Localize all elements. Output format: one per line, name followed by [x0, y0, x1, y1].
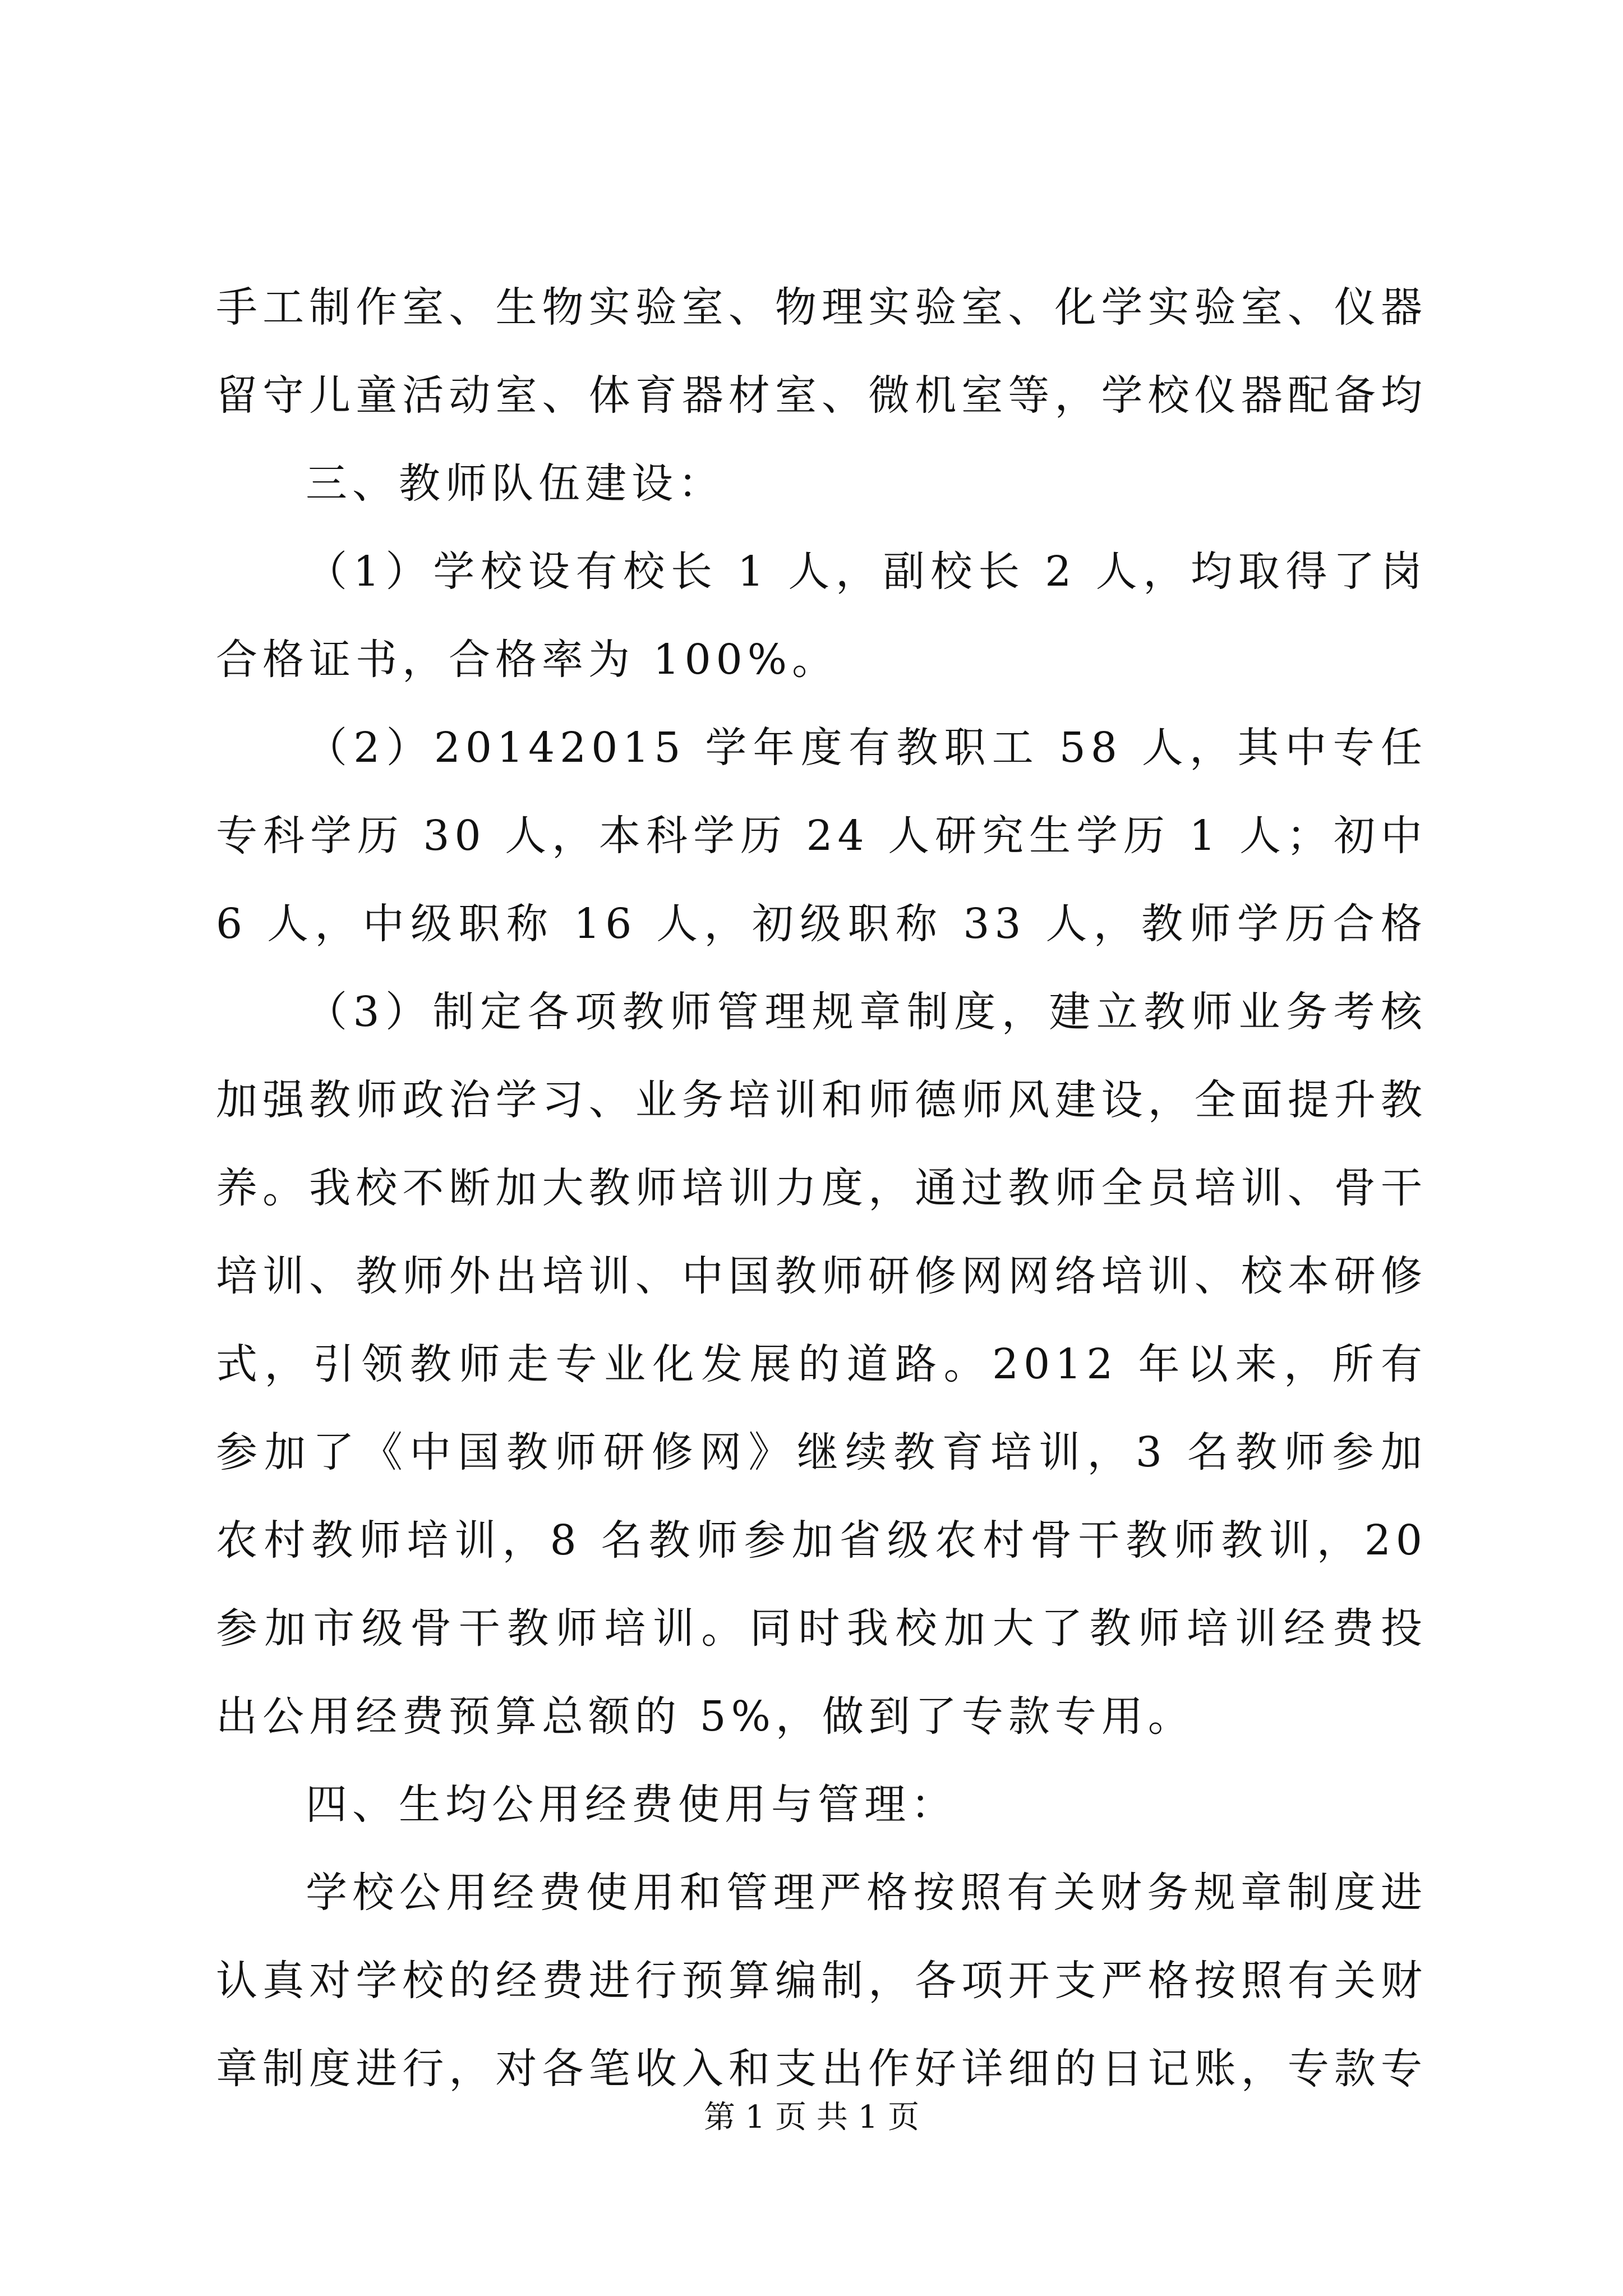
document-body: [216, 264, 1427, 2113]
paragraph-line: 认真对学校的经费进行预算编制，各项开支严格按照有关财: [216, 1957, 1427, 2005]
paragraph-line: 手工制作室、生物实验室、物理实验室、化学实验室、仪器: [216, 283, 1427, 332]
paragraph-line: 出公用经费预算总额的 5%，做到了专款专用。: [216, 1692, 1195, 1741]
paragraph-line: 专科学历 30 人，本科学历 24 人研究生学历 1 人；初中: [216, 812, 1427, 860]
paragraph-line: 留守儿童活动室、体育器材室、微机室等，学校仪器配备均: [216, 371, 1427, 420]
page-footer: 第 1 页 共 1 页: [703, 2099, 920, 2136]
paragraph-line: 参加市级骨干教师培训。同时我校加大了教师培训经费投: [216, 1604, 1427, 1653]
paragraph-line: 章制度进行，对各笔收入和支出作好详细的日记账，专款专: [216, 2045, 1427, 2093]
paragraph-line: （1）学校设有校长 1 人，副校长 2 人，均取得了岗: [306, 547, 1427, 596]
section-heading: 四、生均公用经费使用与管理：: [306, 1780, 957, 1829]
paragraph-line: 加强教师政治学习、业务培训和师德师风建设，全面提升教: [216, 1076, 1427, 1124]
section-heading: 三、教师队伍建设：: [306, 459, 725, 508]
paragraph-line: 6 人，中级职称 16 人，初级职称 33 人，教师学历合格: [216, 900, 1427, 948]
paragraph-line: 式，引领教师走专业化发展的道路。2012 年以来，所有: [216, 1340, 1427, 1388]
paragraph-line: 参加了《中国教师研修网》继续教育培训，3 名教师参加: [216, 1428, 1427, 1476]
paragraph-line: 养。我校不断加大教师培训力度，通过教师全员培训、骨干: [216, 1164, 1427, 1212]
paragraph-line: 合格证书，合格率为 100%。: [216, 636, 839, 684]
paragraph-line: （3）制定各项教师管理规章制度，建立教师业务考核: [306, 988, 1427, 1036]
paragraph-line: （2）20142015 学年度有教职工 58 人，其中专任: [306, 724, 1427, 772]
paragraph-line: 培训、教师外出培训、中国教师研修网网络培训、校本研修: [216, 1252, 1427, 1300]
paragraph-line: 学校公用经费使用和管理严格按照有关财务规章制度进: [306, 1869, 1427, 1917]
paragraph-line: 农村教师培训，8 名教师参加省级农村骨干教师教训，20: [216, 1516, 1427, 1565]
